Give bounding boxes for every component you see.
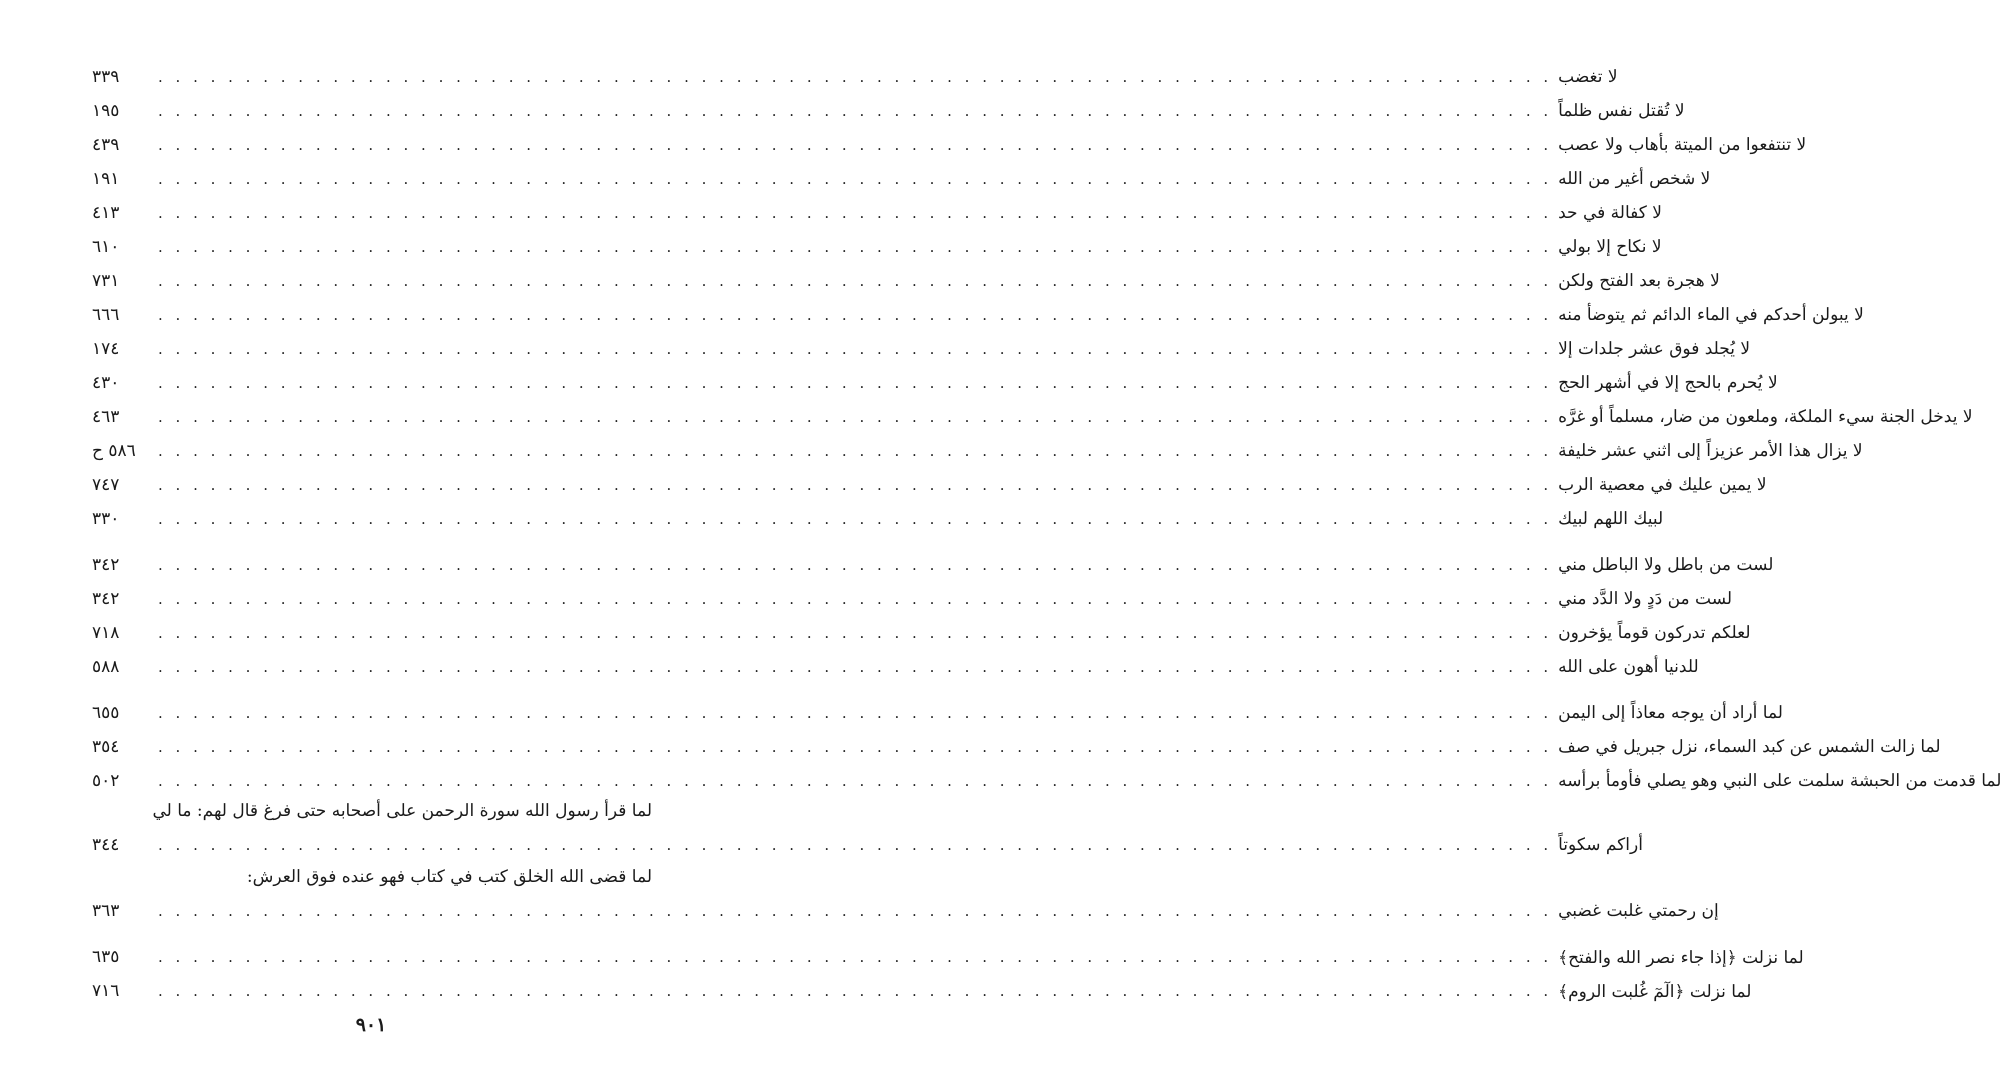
index-entry (92, 334, 1751, 364)
entry-text: لا كفالة في حد (1558, 203, 1662, 223)
page-ref: ٧١٦ (92, 981, 120, 1001)
page-ref: ٣٣٠ (92, 509, 120, 529)
page-ref: ١٧٤ (92, 339, 120, 359)
page-ref: ٥٠٢ (92, 771, 120, 791)
leader-dots: . . . . . . . . . . . . . . . . . . . . . . . . . . . . . . . . . . . . . . . . . . . . . . . . . . . . . . . . . . . . . . . . . . . . . . . . . . . . . . . . (158, 738, 1553, 756)
leader-dots: . . . . . . . . . . . . . . . . . . . . . . . . . . . . . . . . . . . . . . . . . . . . . . . . . . . . . . . . . . . . . . . . . . . . . . . . . . . . . . . . (158, 556, 1553, 574)
entry-page-number (92, 135, 152, 155)
leader-dots: . . . . . . . . . . . . . . . . . . . . . . . . . . . . . . . . . . . . . . . . . . . . . . . . . . . . . . . . . . . . . . . . . . . . . . . . . . . . . . . . (158, 982, 1553, 1000)
page-ref: ٥٨٨ (92, 657, 120, 677)
page-ref: ٧٣١ (92, 271, 120, 291)
entry-page-number (92, 589, 152, 609)
leader-dots: . . . . . . . . . . . . . . . . . . . . . . . . . . . . . . . . . . . . . . . . . . . . . . . . . . . . . . . . . . . . . . . . . . . . . . . . . . . . . . . . (158, 624, 1553, 642)
entry-page-number (92, 737, 152, 757)
page-ref: ١٩١ (92, 169, 120, 189)
index-entry (92, 504, 1664, 534)
entry-page-number (92, 237, 152, 257)
entry-text: لست من دَدٍ ولا الدَّد مني (1558, 589, 1733, 609)
entry-page-number (92, 203, 152, 223)
entry-text: لا يبولن أحدكم في الماء الدائم ثم يتوضأ منه (1558, 305, 1864, 325)
entry-page-number (92, 901, 152, 921)
entry-text: لا تغضب (1558, 67, 1618, 87)
page-ref: ٦٥٥ (92, 703, 120, 723)
entry-text: لا تنتفعوا من الميتة بأهاب ولا عصب (1558, 135, 1807, 155)
page-ref: ٣٦٣ (92, 901, 120, 921)
page-ref: ٣٣٩ (92, 67, 120, 87)
page-ref: ٧١٨ (92, 623, 120, 643)
entry-text: لما أراد أن يوجه معاذاً إلى اليمن (1558, 703, 1783, 723)
leader-dots: . . . . . . . . . . . . . . . . . . . . . . . . . . . . . . . . . . . . . . . . . . . . . . . . . . . . . . . . . . . . . . . . . . . . . . . . . . . . . . . . (158, 306, 1553, 324)
index-entry (92, 96, 1685, 126)
index-entry (92, 300, 1864, 330)
page-ref: ٣٥٤ (92, 737, 120, 757)
index-entry (92, 550, 1774, 580)
index-entry (92, 402, 1973, 432)
entry-page-number (92, 657, 152, 677)
leader-dots: . . . . . . . . . . . . . . . . . . . . . . . . . . . . . . . . . . . . . . . . . . . . . . . . . . . . . . . . . . . . . . . . . . . . . . . . . . . . . . . . (158, 340, 1553, 358)
entry-text: لست من باطل ولا الباطل مني (1558, 555, 1774, 575)
entry-text: لا يُحرم بالحج إلا في أشهر الحج (1558, 373, 1778, 393)
entry-text: لا يُجلد فوق عشر جلدات إلا (1558, 339, 1751, 359)
page-ref: ٦٦٦ (92, 305, 120, 325)
index-entry (92, 584, 1733, 614)
page-ref: ٣٤٤ (92, 835, 120, 855)
index-entry (92, 830, 1643, 860)
entry-text: لا شخص أغير من الله (1558, 169, 1711, 189)
entry-text: لما قدمت من الحبشة سلمت على النبي وهو يصلي فأومأ برأسه (1558, 771, 2001, 791)
page-ref: ٦١٠ (92, 237, 120, 257)
leader-dots: . . . . . . . . . . . . . . . . . . . . . . . . . . . . . . . . . . . . . . . . . . . . . . . . . . . . . . . . . . . . . . . . . . . . . . . . . . . . . . . . (158, 772, 1553, 790)
entry-page-number (92, 271, 152, 291)
entry-page-number (92, 555, 152, 575)
entry-page-number (92, 101, 152, 121)
entry-text: لا هجرة بعد الفتح ولكن (1558, 271, 1720, 291)
entry-page-number (92, 67, 152, 87)
entry-page-number (92, 703, 152, 723)
entry-page-number (92, 339, 152, 359)
leader-dots: . . . . . . . . . . . . . . . . . . . . . . . . . . . . . . . . . . . . . . . . . . . . . . . . . . . . . . . . . . . . . . . . . . . . . . . . . . . . . . . . (158, 170, 1553, 188)
entry-text: لبيك اللهم لبيك (1558, 509, 1664, 529)
index-entry (92, 896, 1719, 926)
leader-dots: . . . . . . . . . . . . . . . . . . . . . . . . . . . . . . . . . . . . . . . . . . . . . . . . . . . . . . . . . . . . . . . . . . . . . . . . . . . . . . . . (158, 102, 1553, 120)
entry-text: لا يدخل الجنة سيء الملكة، وملعون من ضار، مسلماً أو غرَّه (1558, 407, 1973, 427)
leader-dots: . . . . . . . . . . . . . . . . . . . . . . . . . . . . . . . . . . . . . . . . . . . . . . . . . . . . . . . . . . . . . . . . . . . . . . . . . . . . . . . . (158, 902, 1553, 920)
entry-text: لا يزال هذا الأمر عزيزاً إلى اثني عشر خليفة (1558, 441, 1863, 461)
leader-dots: . . . . . . . . . . . . . . . . . . . . . . . . . . . . . . . . . . . . . . . . . . . . . . . . . . . . . . . . . . . . . . . . . . . . . . . . . . . . . . . . (158, 658, 1553, 676)
leader-dots: . . . . . . . . . . . . . . . . . . . . . . . . . . . . . . . . . . . . . . . . . . . . . . . . . . . . . . . . . . . . . . . . . . . . . . . . . . . . . . . . (158, 238, 1553, 256)
page-ref: ٣٤٢ (92, 589, 120, 609)
entry-page-number (92, 407, 152, 427)
index-entry (92, 976, 1752, 1006)
leader-dots: . . . . . . . . . . . . . . . . . . . . . . . . . . . . . . . . . . . . . . . . . . . . . . . . . . . . . . . . . . . . . . . . . . . . . . . . . . . . . . . . (158, 590, 1553, 608)
entry-page-number (92, 623, 152, 643)
index-entry (92, 164, 1711, 194)
page-ref: ٧٤٧ (92, 475, 120, 495)
leader-dots: . . . . . . . . . . . . . . . . . . . . . . . . . . . . . . . . . . . . . . . . . . . . . . . . . . . . . . . . . . . . . . . . . . . . . . . . . . . . . . . . (158, 704, 1553, 722)
page-ref: ٥٨٦ ح (92, 441, 136, 461)
index-entry (92, 266, 1720, 296)
entry-first-line: لما قرأ رسول الله سورة الرحمن على أصحابه حتى فرغ قال لهم: ما لي (152, 801, 652, 821)
leader-dots: . . . . . . . . . . . . . . . . . . . . . . . . . . . . . . . . . . . . . . . . . . . . . . . . . . . . . . . . . . . . . . . . . . . . . . . . . . . . . . . . (158, 374, 1553, 392)
entry-text: للدنيا أهون على الله (1558, 657, 1699, 677)
entry-text: لا يمين عليك في معصية الرب (1558, 475, 1767, 495)
index-entry (92, 618, 1751, 648)
leader-dots: . . . . . . . . . . . . . . . . . . . . . . . . . . . . . . . . . . . . . . . . . . . . . . . . . . . . . . . . . . . . . . . . . . . . . . . . . . . . . . . . (158, 836, 1553, 854)
entry-page-number (92, 509, 152, 529)
leader-dots: . . . . . . . . . . . . . . . . . . . . . . . . . . . . . . . . . . . . . . . . . . . . . . . . . . . . . . . . . . . . . . . . . . . . . . . . . . . . . . . . (158, 510, 1553, 528)
page-ref: ٤٣٩ (92, 135, 120, 155)
entry-text: لا نكاح إلا بولي (1558, 237, 1662, 257)
entry-text: إن رحمتي غلبت غضبي (1558, 901, 1719, 921)
index-entry (92, 368, 1778, 398)
page-number: ٩٠١ (355, 1014, 387, 1036)
entry-first-line: لما قضى الله الخلق كتب في كتاب فهو عنده فوق العرش: (246, 867, 652, 887)
entry-page-number (92, 475, 152, 495)
index-entry (92, 652, 1699, 682)
page-ref: ١٩٥ (92, 101, 120, 121)
entry-text: لا تُقتل نفس ظلماً (1558, 101, 1685, 121)
entry-text: أراكم سكوتاً (1558, 835, 1643, 855)
index-entry (92, 198, 1662, 228)
entry-text: لعلكم تدركون قوماً يؤخرون (1558, 623, 1751, 643)
page-ref: ٤٦٣ (92, 407, 120, 427)
leader-dots: . . . . . . . . . . . . . . . . . . . . . . . . . . . . . . . . . . . . . . . . . . . . . . . . . . . . . . . . . . . . . . . . . . . . . . . . . . . . . . . . (158, 272, 1553, 290)
index-entry (92, 436, 1863, 466)
entry-page-number (92, 169, 152, 189)
entry-text: لما نزلت ﴿الٓمٓ غُلبت الروم﴾ (1558, 981, 1752, 1002)
index-entry (92, 470, 1767, 500)
leader-dots: . . . . . . . . . . . . . . . . . . . . . . . . . . . . . . . . . . . . . . . . . . . . . . . . . . . . . . . . . . . . . . . . . . . . . . . . . . . . . . . . (158, 136, 1553, 154)
entry-page-number (92, 771, 152, 791)
leader-dots: . . . . . . . . . . . . . . . . . . . . . . . . . . . . . . . . . . . . . . . . . . . . . . . . . . . . . . . . . . . . . . . . . . . . . . . . . . . . . . . . (158, 408, 1553, 426)
entry-page-number (92, 373, 152, 393)
entry-text: لما نزلت ﴿إذا جاء نصر الله والفتح﴾ (1558, 947, 1804, 968)
index-entry (92, 942, 1804, 972)
leader-dots: . . . . . . . . . . . . . . . . . . . . . . . . . . . . . . . . . . . . . . . . . . . . . . . . . . . . . . . . . . . . . . . . . . . . . . . . . . . . . . . . (158, 476, 1553, 494)
index-entry (92, 732, 1941, 762)
leader-dots: . . . . . . . . . . . . . . . . . . . . . . . . . . . . . . . . . . . . . . . . . . . . . . . . . . . . . . . . . . . . . . . . . . . . . . . . . . . . . . . . (158, 948, 1553, 966)
page-ref: ٤١٣ (92, 203, 120, 223)
entry-page-number (92, 981, 152, 1001)
index-entry (92, 130, 1807, 160)
entry-page-number (92, 947, 152, 967)
leader-dots: . . . . . . . . . . . . . . . . . . . . . . . . . . . . . . . . . . . . . . . . . . . . . . . . . . . . . . . . . . . . . . . . . . . . . . . . . . . . . . . . (158, 68, 1553, 86)
leader-dots: . . . . . . . . . . . . . . . . . . . . . . . . . . . . . . . . . . . . . . . . . . . . . . . . . . . . . . . . . . . . . . . . . . . . . . . . . . . . . . . . (158, 442, 1553, 460)
entry-page-number (92, 305, 152, 325)
leader-dots: . . . . . . . . . . . . . . . . . . . . . . . . . . . . . . . . . . . . . . . . . . . . . . . . . . . . . . . . . . . . . . . . . . . . . . . . . . . . . . . . (158, 204, 1553, 222)
index-entry (92, 766, 2001, 796)
page-ref: ٦٣٥ (92, 947, 120, 967)
index-entry (92, 232, 1662, 262)
page-ref: ٤٣٠ (92, 373, 120, 393)
index-entry (92, 698, 1783, 728)
entry-page-number (92, 441, 152, 461)
index-entry (92, 62, 1618, 92)
page-ref: ٣٤٢ (92, 555, 120, 575)
entry-text: لما زالت الشمس عن كبد السماء، نزل جبريل في صف (1558, 737, 1941, 757)
entry-page-number (92, 835, 152, 855)
